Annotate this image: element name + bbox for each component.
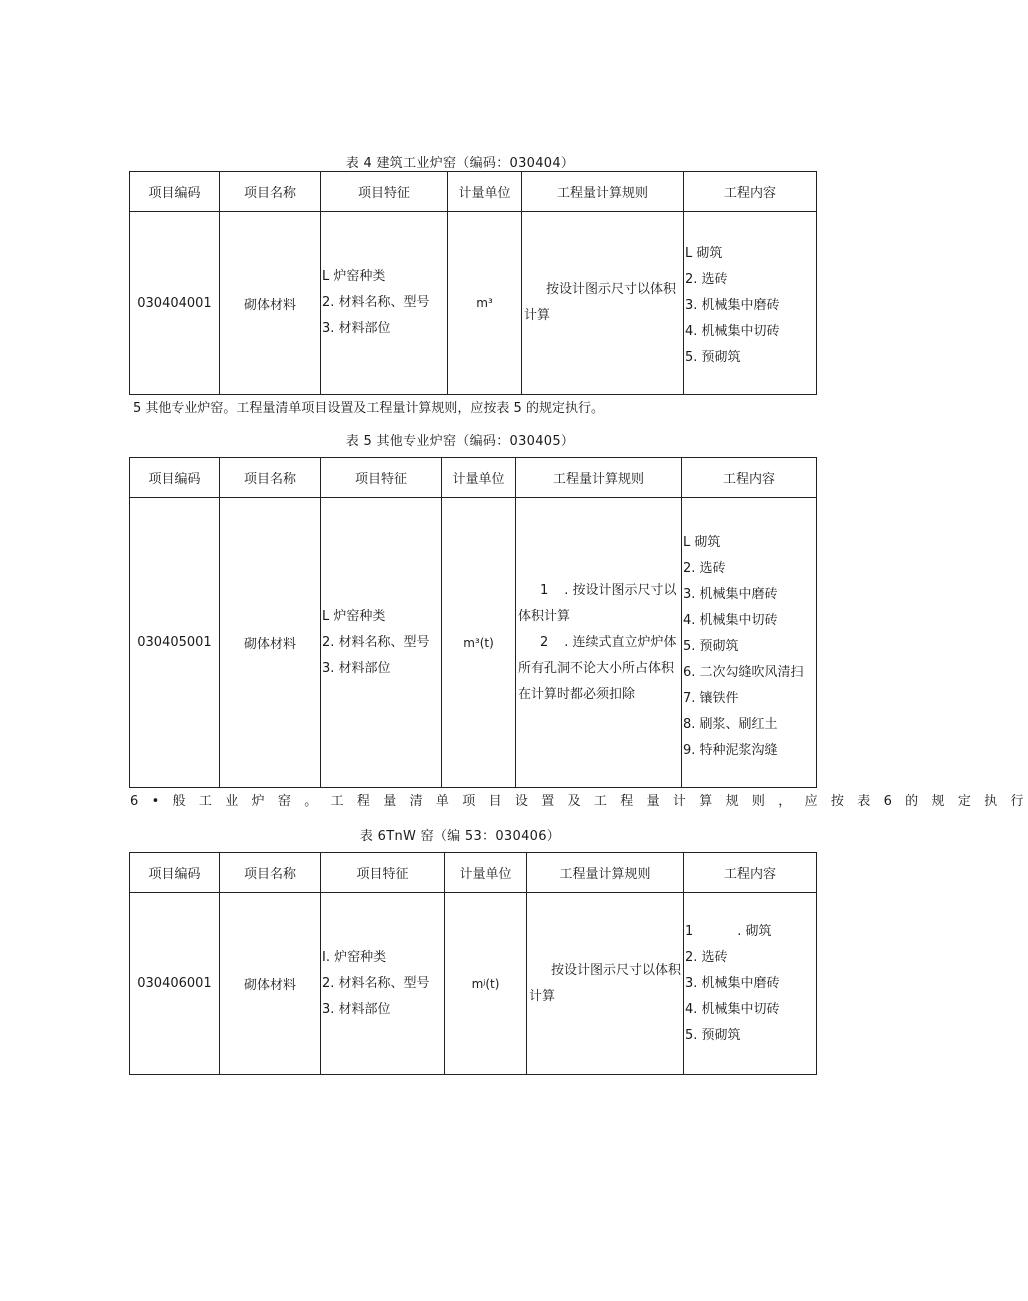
table-row [130, 212, 817, 395]
content-line: L 砌筑 [683, 534, 721, 550]
table-row [130, 893, 817, 1075]
content-number: 1 [685, 923, 694, 939]
feature-line: 3. 材料部位 [322, 321, 391, 336]
content-line: 3. 机械集中磨砖 [683, 586, 778, 602]
table6-caption: 表 6TnW 窑（编 53：030406） [359, 829, 561, 844]
content-line: 3. 机械集中磨砖 [685, 975, 780, 991]
table4 [129, 171, 817, 395]
item-features [321, 212, 448, 395]
table-row [130, 498, 817, 788]
feature-line: 2. 材料名称、型号 [322, 634, 430, 650]
item-name: 砌体材料 [220, 498, 321, 788]
header-content: 工程内容 [684, 172, 817, 212]
feature-line: 2. 材料名称、型号 [322, 975, 430, 991]
rule-number: 2 [540, 634, 549, 650]
item-content [684, 893, 817, 1075]
item-unit: mʲ(t) [445, 893, 527, 1075]
content-line: 2. 选砖 [685, 949, 728, 965]
rule-item-1 [517, 578, 681, 630]
item-rule [522, 212, 684, 395]
header-rule: 工程量计算规则 [527, 853, 684, 893]
header-features: 项目特征 [321, 853, 445, 893]
header-content: 工程内容 [684, 853, 817, 893]
content-line: 8. 刷浆、刷红土 [683, 716, 778, 732]
header-name: 项目名称 [220, 458, 321, 498]
feature-line: 2. 材料名称、型号 [322, 295, 430, 310]
content-line: 4. 机械集中切砖 [685, 1001, 780, 1017]
item-features [321, 498, 442, 788]
content-line: 7. 镶铁件 [683, 690, 739, 706]
item-name: 砌体材料 [220, 212, 321, 395]
item-name: 砌体材料 [220, 893, 321, 1075]
rule-text: 按设计图示尺寸以体积计算 [524, 282, 677, 323]
rule-number: 1 [540, 582, 549, 598]
content-line: 4. 机械集中切砖 [685, 324, 780, 339]
item-code: 030404001 [130, 212, 220, 395]
rule-text: . 按设计图示尺寸以体积计算 [518, 582, 677, 624]
header-rule: 工程量计算规则 [522, 172, 684, 212]
feature-line: L 炉窑种类 [322, 608, 386, 624]
item-unit: m³ [448, 212, 522, 395]
header-name: 项目名称 [220, 172, 321, 212]
table4-caption: 表 4 建筑工业炉窑（编码：030404） [345, 156, 575, 171]
header-code: 项目编码 [130, 458, 220, 498]
content-line: 5. 预砌筑 [685, 350, 741, 365]
header-name: 项目名称 [220, 853, 321, 893]
item-code: 030405001 [130, 498, 220, 788]
header-features: 项目特征 [321, 458, 442, 498]
header-unit: 计量单位 [448, 172, 522, 212]
rule-text: 按设计图示尺寸以体积计算 [529, 962, 682, 1004]
header-unit: 计量单位 [442, 458, 516, 498]
note-6: 6 • 般 工 业 炉 窑 。 工 程 量 清 单 项 目 设 置 及 工 程 量 计 算 规 则 ， 应 按 表 6 的 规 定 执 行 [130, 794, 1028, 809]
feature-line: L 炉窑种类 [322, 269, 386, 284]
feature-line: I. 炉窑种类 [322, 949, 387, 965]
feature-line: 3. 材料部位 [322, 660, 391, 676]
content-line: 5. 预砌筑 [683, 638, 739, 654]
header-rule: 工程量计算规则 [516, 458, 682, 498]
header-code: 项目编码 [130, 172, 220, 212]
table5-caption: 表 5 其他专业炉窑（编码：030405） [345, 434, 575, 449]
header-content: 工程内容 [682, 458, 817, 498]
header-unit: 计量单位 [445, 853, 527, 893]
header-code: 项目编码 [130, 853, 220, 893]
table6-header-row [130, 853, 817, 893]
item-unit: m³(t) [442, 498, 516, 788]
rule-item-2 [517, 630, 681, 708]
header-features: 项目特征 [321, 172, 448, 212]
table5-header-row [130, 458, 817, 498]
item-content [684, 212, 817, 395]
item-rule [516, 498, 682, 788]
table5 [129, 457, 817, 788]
rule-text: . 连续式直立炉炉体所有孔洞不论大小所占体积在计算时都必须扣除 [518, 634, 677, 702]
item-features [321, 893, 445, 1075]
content-text: . 砌筑 [737, 923, 772, 939]
content-line: 6. 二次勾缝吹风清扫 [683, 664, 804, 680]
table6 [129, 852, 817, 1075]
content-line [685, 919, 816, 945]
item-rule [527, 893, 684, 1075]
content-line: 5. 预砌筑 [685, 1027, 741, 1043]
item-content [682, 498, 817, 788]
note-5: 5 其他专业炉窑。工程量清单项目设置及工程量计算规则，应按表 5 的规定执行。 [133, 401, 604, 416]
content-line: 3. 机械集中磨砖 [685, 298, 780, 313]
feature-line: 3. 材料部位 [322, 1001, 391, 1017]
content-line: 2. 选砖 [683, 560, 726, 576]
table4-header-row [130, 172, 817, 212]
content-line: L 砌筑 [685, 246, 723, 261]
content-line: 9. 特种泥浆沟缝 [683, 742, 778, 758]
content-line: 4. 机械集中切砖 [683, 612, 778, 628]
content-line: 2. 选砖 [685, 272, 728, 287]
item-code: 030406001 [130, 893, 220, 1075]
